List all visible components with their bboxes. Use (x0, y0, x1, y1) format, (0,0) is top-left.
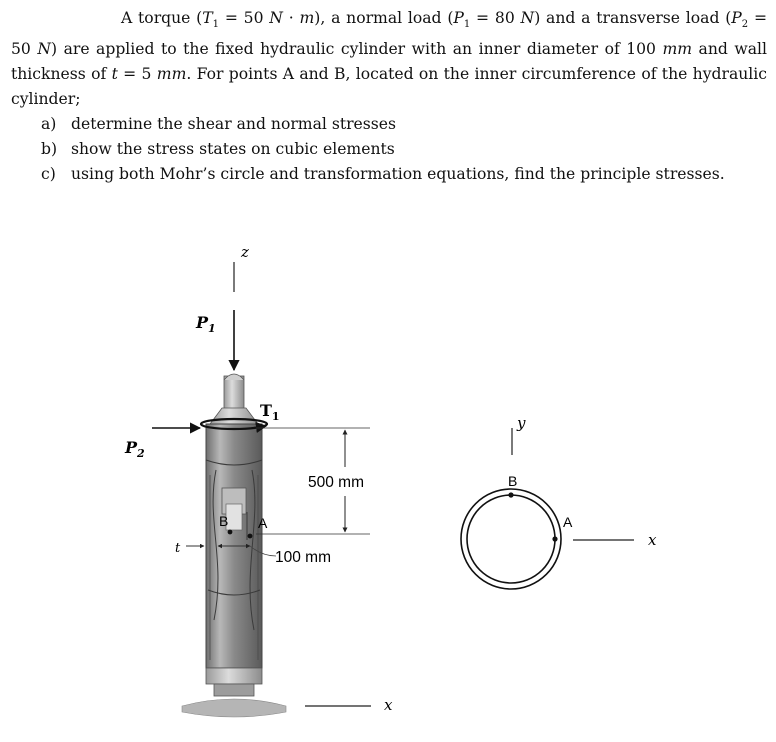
transverse-load-subscript: 2 (741, 19, 749, 31)
normal-load-symbol: P (453, 9, 464, 27)
y-axis-label: y (517, 414, 526, 432)
unit-newton: N (520, 9, 535, 27)
torque-subscript: 1 (212, 19, 220, 31)
x-axis-label: x (384, 696, 393, 714)
text-segment: ), a normal load ( (314, 9, 454, 27)
unit-newton: N (269, 9, 283, 27)
section-point-b-label: B (508, 473, 518, 489)
p1-label: $P_1$ (196, 313, 216, 335)
part-text: show the stress states on cubic elements (71, 140, 395, 159)
text-segment: and wall thickness of (11, 40, 767, 84)
unit-newton: N (37, 40, 51, 59)
p2-label: $P_2$ (125, 438, 145, 460)
point-b-label: B (219, 513, 229, 529)
normal-load-subscript: 1 (463, 19, 471, 31)
text-segment: . For points A and B, located on the inner circumference of the hydraulic cylinder; (11, 65, 767, 109)
section-point-a-label: A (563, 514, 573, 530)
dot-operator: · (282, 9, 300, 27)
inner-circle (467, 495, 555, 583)
text-segment: ) are applied to the fixed hydraulic cylinder with an inner diameter of 100 (51, 40, 663, 59)
part-text: determine the shear and normal stresses (71, 115, 397, 134)
text-segment: = 5 (117, 65, 157, 84)
part-label: c) (41, 165, 56, 184)
dim-100-label: 100 mm (275, 549, 331, 566)
unit-meter: m (299, 9, 315, 27)
part-label: a) (41, 115, 57, 134)
section-x-axis-label: x (648, 531, 657, 549)
part-label: b) (41, 140, 58, 159)
point-a-label: A (258, 515, 268, 531)
section-point-b-dot (508, 492, 513, 497)
part-text: using both Mohr’s circle and transformation equations, find the principle stresses. (71, 165, 725, 184)
transverse-load-symbol: P (731, 9, 742, 27)
torque-symbol: T (202, 9, 213, 27)
section-point-a-dot (552, 536, 557, 541)
text-segment: = 50 (219, 9, 270, 27)
text-segment: = 80 (470, 9, 521, 27)
thickness-symbol: t (111, 65, 118, 84)
thickness-label: t (175, 541, 181, 556)
z-axis-label: z (241, 243, 249, 261)
text-segment: = 50 (11, 9, 768, 59)
dim-500-label: 500 mm (308, 474, 364, 491)
unit-millimeter: mm (662, 40, 693, 59)
t1-label: $T_1$ (260, 401, 280, 423)
text-segment: ) and a transverse load ( (534, 9, 732, 27)
text-segment: A torque ( (121, 9, 203, 27)
unit-millimeter: mm (156, 65, 187, 84)
outer-circle (461, 489, 561, 589)
